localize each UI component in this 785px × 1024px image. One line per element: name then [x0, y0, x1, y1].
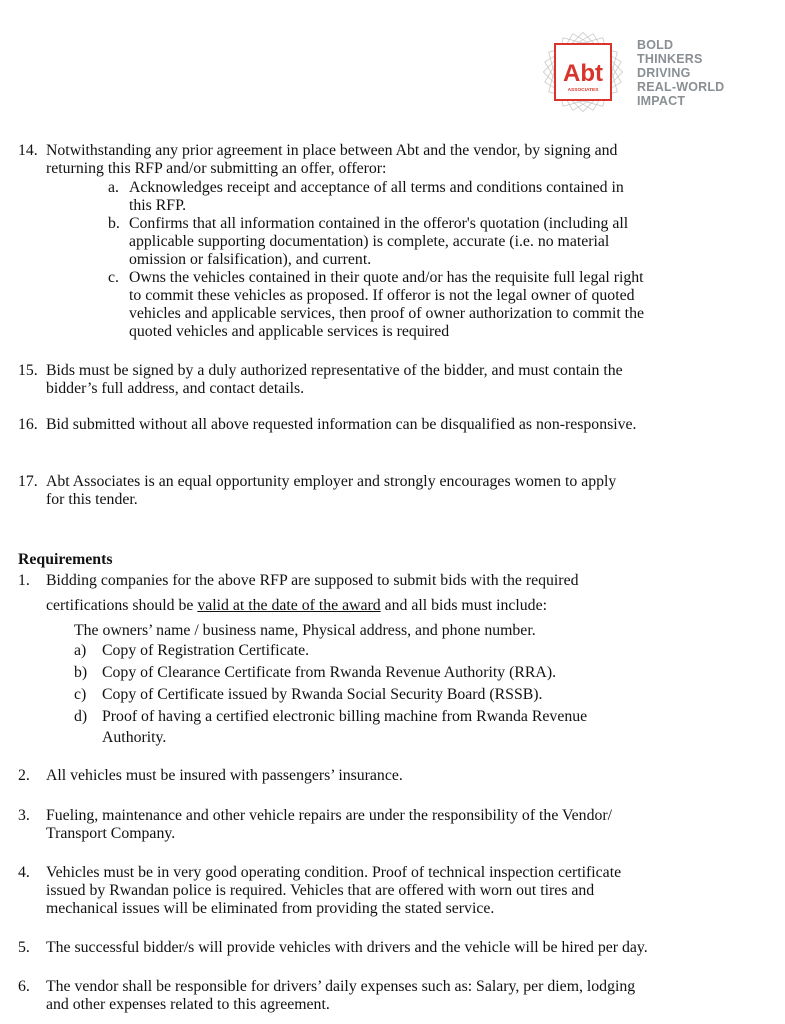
requirement-number: 2. — [18, 767, 30, 784]
requirement-text: and other expenses related to this agreement. — [46, 996, 330, 1013]
subitem-text: applicable supporting documentation) is complete, accurate (i.e. no material — [129, 233, 610, 250]
subitem-text: Copy of Clearance Certificate from Rwanda Revenue Authority (RRA). — [102, 664, 557, 681]
subitem-text: omission or falsification), and current. — [129, 251, 372, 268]
requirement-text: Vehicles must be in very good operating condition. Proof of technical inspection certificate — [46, 864, 622, 881]
item-text: bidder’s full address, and contact details. — [46, 380, 305, 397]
logo-brand-text: Abt — [563, 60, 603, 87]
tagline-line: BOLD — [637, 38, 674, 52]
item-number: 15. — [18, 362, 38, 379]
requirement-text: certifications should be valid at the date of the award and all bids must include: — [46, 597, 547, 614]
subitem-label: d) — [74, 708, 88, 725]
subitem-text: Copy of Registration Certificate. — [102, 642, 310, 659]
subitem-text: quoted vehicles and applicable services is required — [129, 323, 450, 340]
subitem-text: to commit these vehicles as proposed. If offeror is not the legal owner of quoted — [129, 287, 635, 304]
logo-tagline — [637, 38, 747, 108]
logo-brand-sub-text: ASSOCIATES — [567, 88, 599, 93]
requirement-number: 6. — [18, 978, 30, 995]
subitem-label: a. — [108, 179, 119, 196]
item-text: returning this RFP and/or submitting an offer, offeror: — [46, 160, 387, 177]
subitem-text: Copy of Certificate issued by Rwanda Social Security Board (RSSB). — [102, 686, 543, 703]
subitem-label: b. — [108, 215, 120, 232]
requirement-number: 4. — [18, 864, 30, 881]
item-text: Abt Associates is an equal opportunity employer and strongly encourages women to apply — [46, 473, 617, 490]
item-text: Bid submitted without all above requested information can be disqualified as non-responsive. — [46, 416, 637, 433]
item-number: 17. — [18, 473, 38, 490]
subitem-text: Owns the vehicles contained in their quote and/or has the requisite full legal right — [129, 269, 644, 286]
requirement-1 — [0, 572, 785, 752]
requirement-text: issued by Rwandan police is required. Vehicles that are offered with worn out tires and — [46, 882, 595, 899]
subitem-text: Acknowledges receipt and acceptance of all terms and conditions contained in — [129, 179, 624, 196]
requirement-text: The vendor shall be responsible for drivers’ daily expenses such as: Salary, per diem, lodging — [46, 978, 636, 995]
item-number: 14. — [18, 142, 38, 159]
tagline-line: THINKERS — [637, 52, 703, 66]
item-text: Bids must be signed by a duly authorized representative of the bidder, and must contain the — [46, 362, 623, 379]
requirement-text: Bidding companies for the above RFP are supposed to submit bids with the required — [46, 572, 579, 589]
requirement-2 — [0, 767, 785, 787]
subitem-text: Authority. — [102, 729, 167, 746]
requirement-text: The successful bidder/s will provide vehicles with drivers and the vehicle will be hired per day. — [46, 939, 648, 956]
abt-associates-logo — [535, 24, 745, 124]
requirement-text: Transport Company. — [46, 825, 176, 842]
subitem-label: c. — [108, 269, 119, 286]
requirement-number: 5. — [18, 939, 30, 956]
abt-logo-mark — [535, 24, 631, 120]
requirement-number: 3. — [18, 807, 30, 824]
requirement-text: mechanical issues will be eliminated from providing the stated service. — [46, 900, 495, 917]
requirement-4 — [0, 864, 785, 920]
requirement-text: Fueling, maintenance and other vehicle repairs are under the responsibility of the Vendor/ — [46, 807, 613, 824]
subitem-text: Proof of having a certified electronic billing machine from Rwanda Revenue — [102, 708, 588, 725]
item-16 — [0, 416, 785, 436]
subitem-text: Confirms that all information contained in the offeror's quotation (including all — [129, 215, 629, 232]
item-14 — [0, 142, 785, 342]
item-15 — [0, 362, 785, 402]
subitem-text: this RFP. — [129, 197, 187, 214]
requirement-3 — [0, 807, 785, 847]
requirements-heading: Requirements — [18, 551, 113, 568]
requirement-text: The owners’ name / business name, Physical address, and phone number. — [74, 622, 536, 639]
item-text: Notwithstanding any prior agreement in place between Abt and the vendor, by signing and — [46, 142, 618, 159]
item-number: 16. — [18, 416, 38, 433]
subitem-text: vehicles and applicable services, then proof of owner authorization to commit the — [129, 305, 644, 322]
requirement-number: 1. — [18, 572, 30, 589]
item-text: for this tender. — [46, 491, 138, 508]
tagline-line: REAL-WORLD — [637, 80, 725, 94]
underlined-text: valid at the date of the award — [197, 597, 381, 614]
subitem-label: a) — [74, 642, 87, 659]
subitem-label: b) — [74, 664, 88, 681]
tagline-line: IMPACT — [637, 94, 686, 108]
requirement-5 — [0, 939, 785, 959]
requirement-6 — [0, 978, 785, 1018]
subitem-label: c) — [74, 686, 87, 703]
item-17 — [0, 473, 785, 513]
requirement-text: All vehicles must be insured with passengers’ insurance. — [46, 767, 403, 784]
tagline-line: DRIVING — [637, 66, 691, 80]
